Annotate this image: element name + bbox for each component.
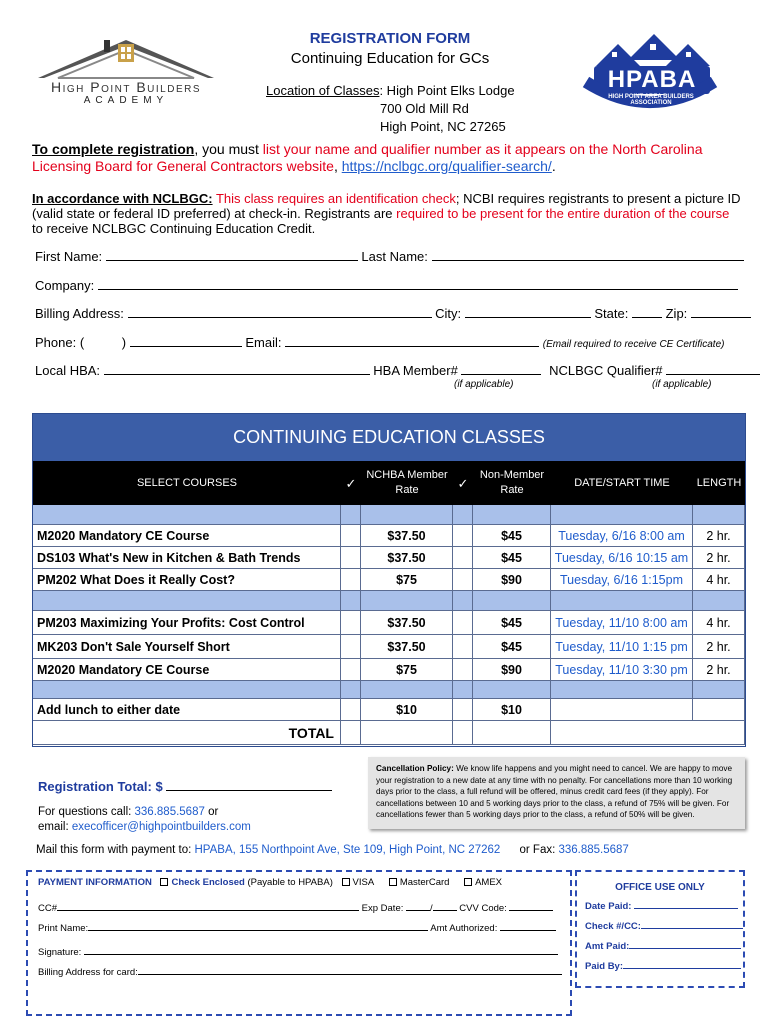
form-title: REGISTRATION FORM	[309, 30, 471, 47]
course-length: 4 hr.	[693, 611, 745, 635]
cancellation-policy	[368, 757, 745, 829]
roof-logo-icon	[38, 34, 214, 82]
course-name: M2020 Mandatory CE Course	[33, 525, 341, 547]
course-row	[33, 611, 745, 635]
total-nonmember-cell[interactable]	[473, 721, 551, 745]
print-name-label: Print Name:	[38, 923, 89, 934]
instructions-mid: , you must	[194, 141, 263, 157]
col-nonmember-check-icon: ✓	[453, 461, 473, 505]
total-blank-cell	[551, 721, 745, 745]
instructions-end: .	[551, 158, 556, 174]
spacer-cell	[473, 681, 551, 699]
member-rate-checkbox[interactable]	[341, 699, 361, 721]
member-rate: $75	[361, 569, 453, 591]
qualifier-if-applicable: (if applicable)	[652, 379, 712, 390]
course-date: Tuesday, 11/10 8:00 am	[551, 611, 693, 635]
course-length: 2 hr.	[693, 547, 745, 569]
questions-phone[interactable]: 336.885.5687	[134, 806, 205, 818]
nonmember-rate-checkbox[interactable]	[453, 635, 473, 659]
registration-total-field[interactable]	[166, 779, 332, 791]
member-rate-checkbox[interactable]	[341, 525, 361, 547]
nclbgc-red-1: This class requires an identification check	[212, 191, 456, 206]
nclbgc-text-1: ; NCBI requires registrants to present a picture ID (valid state or federal ID preferred) at check-in. Registrants are	[32, 191, 741, 221]
nonmember-rate-checkbox[interactable]	[453, 569, 473, 591]
date-paid-field[interactable]	[634, 900, 738, 909]
course-length: 2 hr.	[693, 635, 745, 659]
office-use-box	[575, 870, 745, 988]
spacer-cell	[693, 505, 745, 525]
mail-label: Mail this form with payment to:	[36, 844, 195, 856]
member-rate-checkbox[interactable]	[341, 547, 361, 569]
email-note: (Email required to receive CE Certificate)	[542, 339, 725, 350]
member-rate: $37.50	[361, 611, 453, 635]
cancellation-text: We know life happens and you might need to cancel. We are happy to move your registration to a new date at any time with no penalty. For cancellations more than 10 working days prior to the class, a full refund will be offered, minus credit card fees (if they apply). For cancellations between 10 and 5 working days prior to the class, a refund of 75% will be given. For cancellations fewer than 5 working days prior to the class, a refund of 50% will be given.	[376, 764, 733, 819]
col-select-courses: SELECT COURSES	[33, 461, 341, 505]
check-cc-field[interactable]	[641, 920, 743, 929]
course-date: Tuesday, 6/16 1:15pm	[551, 569, 693, 591]
mail-instructions	[36, 844, 629, 856]
spacer-cell	[453, 591, 473, 611]
course-length: 2 hr.	[693, 659, 745, 681]
spacer-cell	[551, 591, 693, 611]
col-length: LENGTH	[693, 461, 745, 505]
course-date: Tuesday, 11/10 1:15 pm	[551, 635, 693, 659]
spacer-row	[33, 505, 745, 525]
academy-subname: ACADEMY	[83, 95, 169, 106]
spacer-cell	[473, 591, 551, 611]
course-name: MK203 Don't Sale Yourself Short	[33, 635, 341, 659]
form-subtitle: Continuing Education for GCs	[290, 50, 490, 67]
check-cc-label: Check #/CC:	[585, 921, 641, 932]
first-name-field[interactable]	[106, 250, 358, 261]
questions-contact	[38, 805, 251, 835]
spacer-cell	[33, 591, 341, 611]
classes-table	[32, 413, 746, 747]
nclbgc-red-2: required to be present for the entire duration of the course	[396, 206, 730, 221]
course-name: Add lunch to either date	[33, 699, 341, 721]
hpaba-logo	[582, 30, 718, 112]
member-rate: $37.50	[361, 547, 453, 569]
check-enclosed-label: Check Enclosed	[171, 877, 245, 888]
date-paid-row	[585, 900, 738, 912]
hba-if-applicable: (if applicable)	[454, 379, 514, 390]
cvv-label: CVV Code:	[459, 903, 507, 914]
member-rate: $75	[361, 659, 453, 681]
member-rate-checkbox[interactable]	[341, 659, 361, 681]
cvv-field[interactable]	[509, 902, 553, 911]
member-rate: $10	[361, 699, 453, 721]
payment-info-box	[26, 870, 572, 1016]
print-name-row	[38, 922, 556, 934]
signature-field[interactable]	[84, 946, 558, 955]
nonmember-rate: $45	[473, 635, 551, 659]
total-member-cell[interactable]	[361, 721, 453, 745]
course-date: Tuesday, 6/16 8:00 am	[551, 525, 693, 547]
fax-label: or Fax:	[519, 844, 559, 856]
paid-by-field[interactable]	[623, 960, 741, 969]
nonmember-rate: $10	[473, 699, 551, 721]
nclbgc-qualifier-field[interactable]	[666, 364, 760, 375]
col-nonmember-rate: Non-Member Rate	[473, 461, 551, 505]
state-field[interactable]	[632, 307, 662, 318]
nclbgc-notice	[32, 191, 742, 236]
total-check-cell[interactable]	[453, 721, 473, 745]
exp-month-field[interactable]	[406, 902, 430, 911]
amt-paid-label: Amt Paid:	[585, 941, 630, 952]
spacer-cell	[473, 505, 551, 525]
location-line-3: High Point, NC 27265	[380, 119, 506, 134]
last-name-label: Last Name:	[361, 249, 428, 264]
nonmember-rate: $45	[473, 525, 551, 547]
amt-authorized-label: Amt Authorized:	[430, 923, 498, 934]
billing-address-field[interactable]	[128, 307, 432, 318]
spacer-cell	[33, 505, 341, 525]
course-name: PM203 Maximizing Your Profits: Cost Control	[33, 611, 341, 635]
spacer-cell	[341, 505, 361, 525]
col-date-start: DATE/START TIME	[551, 461, 693, 505]
mail-address: HPABA, 155 Northpoint Ave, Ste 109, High Point, NC 27262	[194, 844, 501, 856]
questions-email-link[interactable]: execofficer@highpointbuilders.com	[71, 821, 251, 833]
zip-field[interactable]	[691, 307, 751, 318]
amt-paid-row	[585, 940, 741, 952]
spacer-cell	[551, 505, 693, 525]
last-name-field[interactable]	[432, 250, 744, 261]
phone-label: Phone: (	[35, 335, 85, 350]
questions-or: or	[204, 806, 219, 818]
nonmember-rate-checkbox[interactable]	[453, 699, 473, 721]
spacer-row	[33, 681, 745, 699]
registration-total-label: Registration Total: $	[38, 779, 163, 794]
card-billing-label: Billing Address for card:	[38, 967, 138, 978]
city-field[interactable]	[465, 307, 591, 318]
company-row	[35, 278, 738, 293]
spacer-cell	[693, 591, 745, 611]
classes-table-title: CONTINUING EDUCATION CLASSES	[33, 414, 745, 461]
exp-year-field[interactable]	[433, 902, 457, 911]
signature-label: Signature:	[38, 947, 82, 958]
location-line-2: 700 Old Mill Rd	[380, 101, 469, 116]
billing-row	[35, 306, 751, 321]
first-name-label: First Name:	[35, 249, 103, 264]
fax-number: 336.885.5687	[558, 844, 629, 856]
class-location	[266, 82, 515, 136]
amex-checkbox[interactable]	[464, 878, 472, 886]
nonmember-rate: $90	[473, 569, 551, 591]
signature-row	[38, 946, 558, 958]
state-label: State:	[594, 306, 629, 321]
date-paid-label: Date Paid:	[585, 901, 632, 912]
course-name: M2020 Mandatory CE Course	[33, 659, 341, 681]
hba-member-field[interactable]	[461, 364, 541, 375]
phone-field[interactable]	[130, 336, 242, 347]
card-billing-field[interactable]	[138, 966, 562, 975]
spacer-cell	[33, 681, 341, 699]
course-date: Tuesday, 6/16 10:15 am	[551, 547, 693, 569]
course-row	[33, 699, 745, 721]
nonmember-rate: $45	[473, 547, 551, 569]
questions-call-label: For questions call:	[38, 806, 135, 818]
nonmember-rate-checkbox[interactable]	[453, 611, 473, 635]
academy-logo	[38, 34, 214, 104]
questions-email-label: email:	[38, 821, 72, 833]
cancellation-label: Cancellation Policy:	[376, 764, 454, 773]
email-label: Email:	[245, 335, 282, 350]
instructions-comma: ,	[333, 158, 342, 174]
local-hba-field[interactable]	[104, 364, 370, 375]
total-row	[33, 721, 745, 745]
amt-authorized-field[interactable]	[500, 922, 556, 931]
spacer-row	[33, 591, 745, 611]
member-rate-checkbox[interactable]	[341, 611, 361, 635]
print-name-field[interactable]	[88, 922, 428, 931]
visa-checkbox[interactable]	[342, 878, 350, 886]
office-use-title: OFFICE USE ONLY	[615, 882, 705, 893]
member-rate-checkbox[interactable]	[341, 635, 361, 659]
spacer-cell	[551, 681, 693, 699]
instructions-red: list your name and qualifier number as it appears on the North Carolina Licensing Board for General Contractors website	[32, 141, 703, 174]
company-label: Company:	[35, 278, 95, 293]
zip-label: Zip:	[665, 306, 688, 321]
member-rate: $37.50	[361, 635, 453, 659]
email-field[interactable]	[285, 336, 539, 347]
paid-by-label: Paid By:	[585, 961, 624, 972]
course-row	[33, 659, 745, 681]
member-rate-checkbox[interactable]	[341, 569, 361, 591]
course-name: DS103 What's New in Kitchen & Bath Trends	[33, 547, 341, 569]
instructions-lead: To complete registration	[32, 141, 195, 157]
course-row	[33, 547, 745, 569]
spacer-cell	[361, 591, 453, 611]
contact-row	[35, 335, 724, 350]
hba-member-label: HBA Member#	[373, 363, 458, 378]
visa-label: VISA	[352, 877, 375, 888]
spacer-cell	[341, 681, 361, 699]
payable-note: (Payable to HPABA)	[244, 877, 333, 888]
course-row	[33, 525, 745, 547]
location-line-1: : High Point Elks Lodge	[379, 83, 515, 98]
spacer-cell	[341, 591, 361, 611]
spacer-cell	[453, 681, 473, 699]
mastercard-checkbox[interactable]	[389, 878, 397, 886]
card-billing-row	[38, 966, 562, 978]
course-length: 4 hr.	[693, 569, 745, 591]
nonmember-rate-checkbox[interactable]	[453, 659, 473, 681]
nonmember-rate: $90	[473, 659, 551, 681]
nclbgc-text-2: to receive NCLBGC Continuing Education Credit.	[32, 221, 316, 236]
cc-field[interactable]	[57, 902, 359, 911]
nclbgc-lead: In accordance with NCLBGC:	[32, 191, 213, 206]
course-row	[33, 635, 745, 659]
course-length	[693, 699, 745, 721]
nonmember-rate-checkbox[interactable]	[453, 525, 473, 547]
cc-label: CC#	[38, 903, 58, 914]
registration-total	[38, 779, 332, 794]
spacer-cell	[361, 681, 453, 699]
hpaba-logo-text: HPABA	[607, 66, 697, 93]
nclbgc-qualifier-label: NCLBGC Qualifier#	[549, 363, 663, 378]
card-row: CC# Exp Date: / CVV Code:	[38, 902, 553, 914]
amt-paid-field[interactable]	[629, 940, 741, 949]
academy-name: High Point Builders	[50, 79, 202, 95]
payment-title: PAYMENT INFORMATION	[38, 877, 152, 888]
location-label: Location of Classes	[266, 83, 380, 98]
billing-address-label: Billing Address:	[35, 306, 124, 321]
name-row	[35, 249, 744, 264]
qualifier-search-link[interactable]: https://nclbgc.org/qualifier-search/	[341, 158, 552, 174]
course-name: PM202 What Does it Really Cost?	[33, 569, 341, 591]
member-rate: $37.50	[361, 525, 453, 547]
total-check-cell[interactable]	[341, 721, 361, 745]
check-cc-row	[585, 920, 743, 932]
spacer-cell	[361, 505, 453, 525]
col-member-rate: NCHBA Member Rate	[361, 461, 453, 505]
course-date	[551, 699, 693, 721]
spacer-cell	[693, 681, 745, 699]
company-field[interactable]	[98, 279, 738, 290]
course-row	[33, 569, 745, 591]
exp-label: Exp Date:	[361, 903, 404, 914]
city-label: City:	[435, 306, 462, 321]
total-label: TOTAL	[33, 721, 341, 745]
local-hba-label: Local HBA:	[35, 363, 101, 378]
course-date: Tuesday, 11/10 3:30 pm	[551, 659, 693, 681]
hpaba-arc-text: HIGH POINT AREA BUILDERS ASSOCIATION	[608, 94, 694, 106]
registration-instructions	[32, 141, 742, 175]
check-enclosed-checkbox[interactable]	[160, 878, 168, 886]
spacer-cell	[453, 505, 473, 525]
nonmember-rate-checkbox[interactable]	[453, 547, 473, 569]
hba-row	[35, 363, 760, 378]
paid-by-row	[585, 960, 741, 972]
col-member-check-icon: ✓	[341, 461, 361, 505]
amex-label: AMEX	[475, 877, 503, 888]
nonmember-rate: $45	[473, 611, 551, 635]
payment-options-row	[38, 877, 502, 888]
phone-close-paren: )	[121, 335, 127, 350]
mastercard-label: MasterCard	[399, 877, 450, 888]
course-length: 2 hr.	[693, 525, 745, 547]
